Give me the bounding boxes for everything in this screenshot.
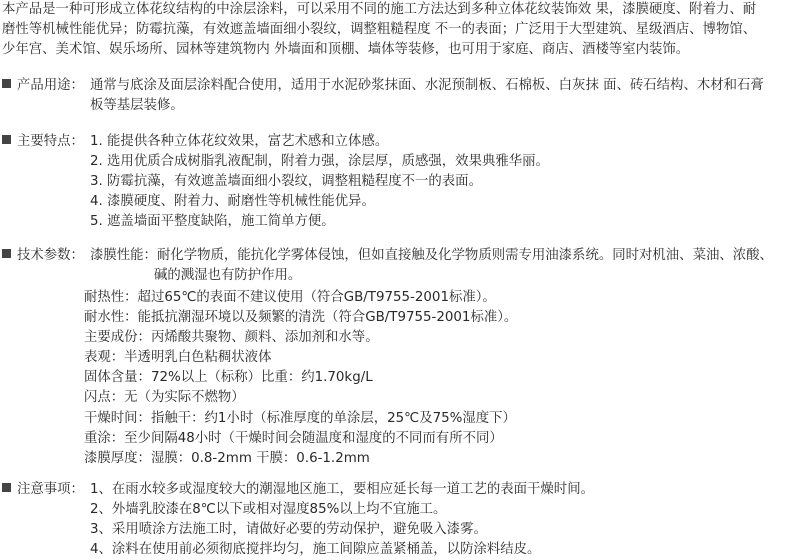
- note-item: 2、外墙乳胶漆在8℃以下或相对湿度85%以上均不宜施工。: [90, 502, 447, 517]
- tech-row: 耐热性：超过65℃的表面不建议使用（符合GB/T9755-2001标准）。: [84, 290, 496, 305]
- intro-line: 本产品是一种可形成立体花纹结构的中涂层涂料，可以采用不同的施工方法达到多种立体花纹装饰效 果，漆膜硬度、附着力、耐: [2, 2, 757, 17]
- tech-row: 重涂：至少间隔48小时（干燥时间会随温度和湿度的不同而有所不同）: [84, 431, 503, 446]
- feature-item: 4. 漆膜硬度、附着力、耐磨性等机械性能优异。: [90, 194, 375, 209]
- note-item: 3、采用喷涂方法施工时，请做好必要的劳动保护，避免吸入漆雾。: [90, 522, 487, 537]
- usage-label: 产品用途：: [17, 78, 84, 93]
- tech-row: 固体含量：72%以上（标称）比重：约1.70kg/L: [84, 370, 373, 385]
- square-bullet-icon: [2, 79, 11, 88]
- feature-item: 2. 选用优质合成树脂乳液配制，附着力强，涂层厚，质感强，效果典雅华丽。: [90, 154, 549, 169]
- tech-film-line: 碱的溅湿也有防护作用。: [154, 268, 302, 283]
- tech-film-line: 漆膜性能：耐化学物质，能抗化学雾体侵蚀，但如直接触及化学物质则需专用油漆系统。同时对机油、菜油、浓酸、: [90, 248, 773, 263]
- intro-line: 少年宫、美术馆、娱乐场所、园林等建筑物内 外墙面和顶棚、墙体等装修，也可用于家庭、商店、酒楼等室内装饰。: [2, 42, 690, 57]
- usage-line: 板等基层装修。: [90, 98, 184, 113]
- feature-item: 5. 遮盖墙面平整度缺陷，施工简单方便。: [90, 214, 335, 229]
- feature-item: 1. 能提供各种立体花纹效果，富艺术感和立体感。: [90, 134, 389, 149]
- tech-row: 表观：半透明乳白色粘稠状液体: [84, 350, 272, 365]
- tech-label: 技术参数：: [17, 248, 84, 263]
- notes-label: 注意事项：: [17, 482, 84, 497]
- features-label: 主要特点：: [17, 134, 84, 149]
- tech-row: 闪点：无（为实际不燃物）: [84, 390, 245, 405]
- tech-row: 漆膜厚度：湿膜：0.8-2mm 干膜：0.6-1.2mm: [84, 451, 370, 466]
- usage-line: 通常与底涂及面层涂料配合使用，适用于水泥砂浆抹面、水泥预制板、石棉板、白灰抹 面、砖石结构、木材和石膏: [90, 78, 764, 93]
- square-bullet-icon: [2, 483, 11, 492]
- square-bullet-icon: [2, 249, 11, 258]
- note-item: 4、涂料在使用前必须彻底搅拌均匀，施工间隙应盖紧桶盖，以防涂料结皮。: [90, 542, 541, 557]
- tech-row: 耐水性：能抵抗潮湿环境以及频繁的清洗（符合GB/T9755-2001标准）。: [84, 310, 518, 325]
- intro-line: 磨性等机械性能优异；防霉抗藻，有效遮盖墙面细小裂纹，调整粗糙程度 不一的表面；广泛用于大型建筑、星级酒店、博物馆、: [2, 22, 757, 37]
- note-item: 1、在雨水较多或湿度较大的潮湿地区施工，要相应延长每一道工艺的表面干燥时间。: [90, 482, 594, 497]
- square-bullet-icon: [2, 135, 11, 144]
- feature-item: 3. 防霉抗藻，有效遮盖墙面细小裂纹，调整粗糙程度不一的表面。: [90, 174, 482, 189]
- tech-row: 主要成份：丙烯酸共聚物、颜料、添加剂和水等。: [84, 330, 379, 345]
- tech-row: 干燥时间：指触干：约1小时（标准厚度的单涂层，25℃及75%湿度下）: [84, 411, 516, 426]
